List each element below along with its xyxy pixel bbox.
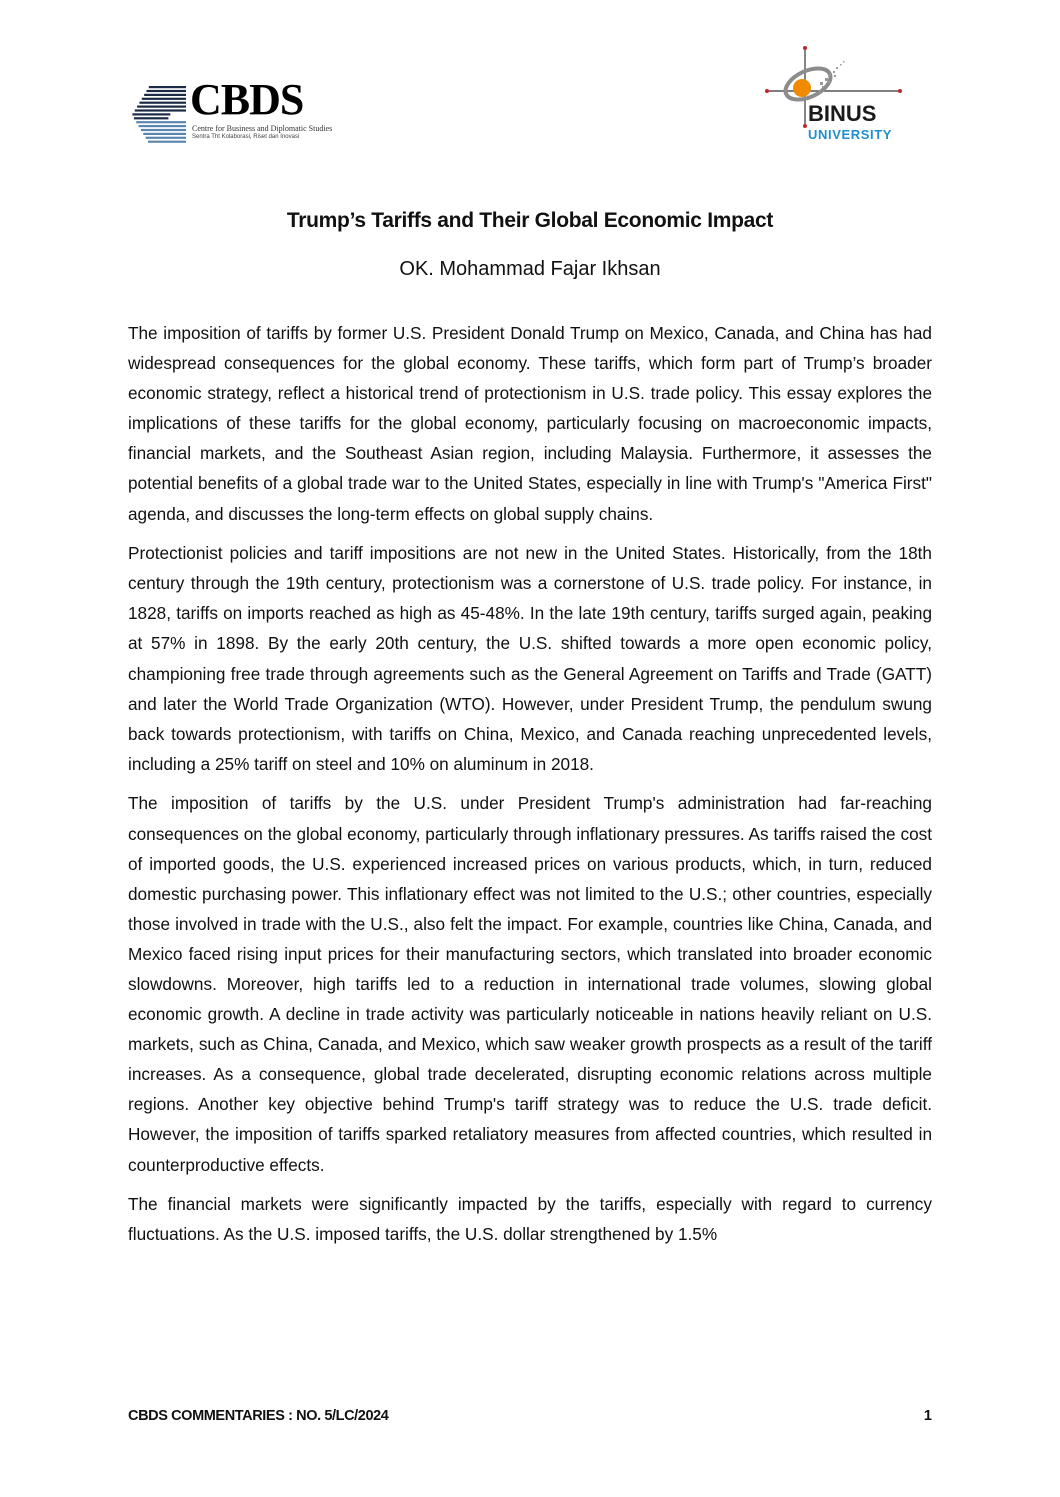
paragraph-intro: The imposition of tariffs by former U.S. President Donald Trump on Mexico, Canada, and China has had widespread consequences for the global economy. These tariffs, which form part of Trump’s broader economic strategy, reflect a historical trend of protectionism in U.S. trade policy. This essay explores the implications of these tariffs for the global economy, particularly focusing on macroeconomic impacts, financial markets, and the Southeast Asian region, including Malaysia. Furthermore, it assesses the potential benefits of a global trade war to the United States, especially in line with Trump's "America First" agenda, and discusses the long-term effects on global supply chains.	[128, 323, 932, 524]
cbds-stripe	[144, 94, 186, 96]
binus-logo-name: BINUS	[808, 101, 877, 126]
binus-logo-subtitle: UNIVERSITY	[808, 127, 893, 142]
footer-series: CBDS COMMENTARIES : NO. 5/LC/2024	[128, 1408, 389, 1424]
cbds-chevron-icon	[130, 84, 188, 144]
cbds-stripe	[136, 121, 186, 123]
cbds-stripe	[132, 113, 170, 115]
cbds-logo-tagline: Sentra Tht Kolaborasi, Riset dan Inovasi	[192, 134, 300, 140]
cbds-stripe	[143, 133, 186, 135]
paragraph-global-impact: The imposition of tariffs by the U.S. under President Trump's administration had far-reaching consequences on the global economy, particularly through inflationary pressures. As tariffs raised the cost of imported goods, the U.S. experienced increased prices on various products, which, in turn, reduced domestic purchasing power. This inflationary effect was not limited to the U.S.; other countries, especially those involved in trade with the U.S., also felt the impact. For example, countries like China, Canada, and Mexico faced rising input prices for their manufacturing sectors, which translated into broader economic slowdowns. Moreover, high tariffs led to a reduction in international trade volumes, slowing global economic growth. A decline in trade activity was particularly noticeable in nations heavily reliant on U.S. markets, such as China, Canada, and Mexico, which saw weaker growth prospects as a result of the tariff increases. As a consequence, global trade decelerated, disrupting economic relations across multiple regions. Another key objective behind Trump's tariff strategy was to reduce the U.S. trade deficit. However, the imposition of tariffs sparked retaliatory measures from affected countries, which resulted in counterproductive effects.	[128, 793, 932, 1175]
document-author: OK. Mohammad Fajar Ikhsan	[399, 258, 661, 280]
cbds-stripe	[146, 90, 186, 92]
cbds-logo	[130, 75, 340, 148]
cbds-stripe	[139, 102, 186, 104]
cbds-stripe	[148, 141, 186, 143]
cbds-stripe	[135, 109, 186, 111]
cbds-logo-subtitle: Centre for Business and Diplomatic Studies	[192, 124, 333, 133]
cbds-logo-name: CBDS	[190, 75, 304, 124]
cbds-stripe	[146, 137, 186, 139]
cbds-stripe	[142, 98, 186, 100]
cbds-stripe	[139, 125, 186, 127]
paragraph-financial-markets: The financial markets were significantly impacted by the tariffs, especially with regard to currency fluctuations. As the U.S. imposed tariffs, the U.S. dollar strengthened by 1.5%	[128, 1194, 932, 1245]
cbds-stripe	[137, 106, 186, 108]
cbds-stripe	[134, 117, 168, 119]
document-title: Trump’s Tariffs and Their Global Economic Impact	[286, 209, 774, 232]
binus-logo	[750, 44, 920, 144]
cbds-stripe	[149, 86, 186, 88]
paragraph-history: Protectionist policies and tariff impositions are not new in the United States. Historically, from the 18th century through the 19th century, protectionism was a cornerstone of U.S. trade policy. For instance, in 1828, tariffs on imports reached as high as 45-48%. In the late 19th century, tariffs surged again, peaking at 57% in 1898. By the early 20th century, the U.S. shifted towards a more open economic policy, championing free trade through agreements such as the General Agreement on Tariffs and Trade (GATT) and later the World Trade Organization (WTO). However, under President Trump, the pendulum swung back towards protectionism, with tariffs on China, Mexico, and Canada reaching unprecedented levels, including a 25% tariff on steel and 10% on aluminum in 2018.	[128, 543, 932, 774]
document-body	[128, 318, 932, 1259]
page-number: 1	[923, 1408, 932, 1424]
cbds-stripe	[141, 129, 186, 131]
